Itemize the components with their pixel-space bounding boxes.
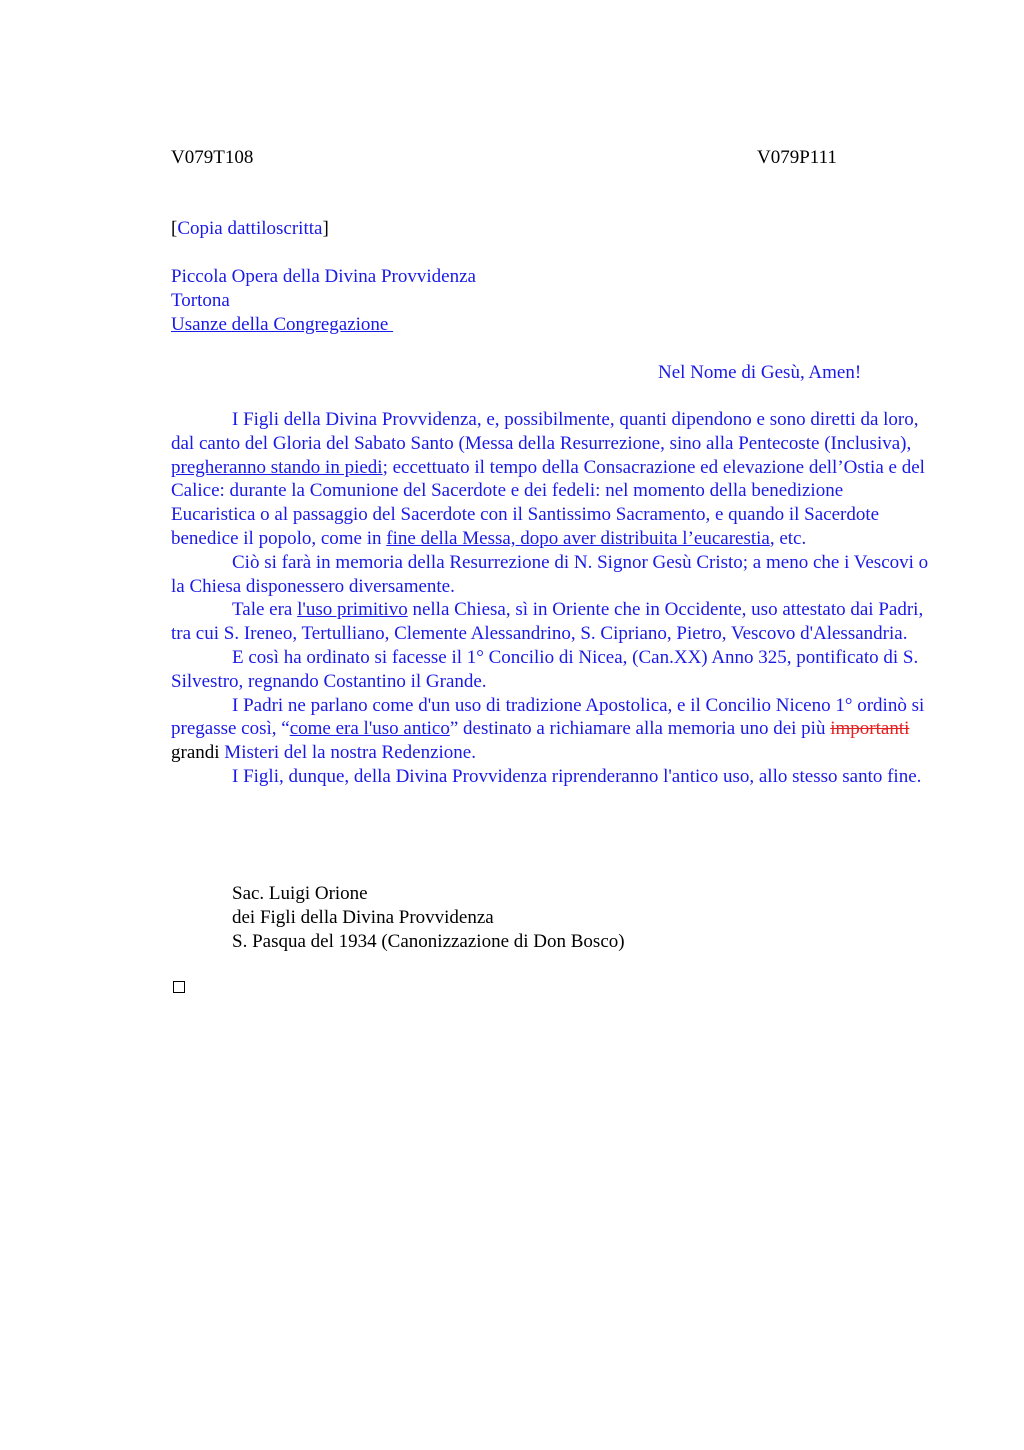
p1-underlined-1: pregheranno stando in piedi	[171, 456, 383, 478]
signature-role: dei Figli della Divina Provvidenza	[232, 906, 494, 928]
signature-date: S. Pasqua del 1934 (Canonizzazione di Don Bosco)	[232, 930, 625, 952]
paragraph-6: I Figli, dunque, della Divina Provvidenza riprenderanno l'antico uso, allo stesso santo fine.	[232, 765, 922, 787]
p5-inserted-word: grandi	[171, 742, 220, 764]
paragraph-3	[171, 598, 931, 646]
invocation: Nel Nome di Gesù, Amen!	[658, 362, 862, 383]
signature-block	[232, 882, 625, 953]
paragraph-5	[171, 694, 931, 765]
document-title: Usanze della Congregazione	[171, 313, 394, 335]
document-code-right: V079P111	[757, 147, 837, 168]
p5-text-a: I Padri ne parlano come d'un uso di tradizione Apostolica, e il Concilio Niceno 1° ordinò si pregasse così, “	[171, 694, 925, 740]
p1-text-a: I Figli della Divina Provvidenza, e, possibilmente, quanti dipendono e sono diretti da loro, dal canto del Gloria del Sabato Santo (Messa della Resurrezione, sino alla Pentecoste (Inclusiva),	[171, 409, 919, 454]
copy-note-close-bracket: ]	[322, 218, 329, 239]
organization-name: Piccola Opera della Divina Provvidenza	[171, 266, 476, 287]
copy-note-open-bracket: [	[171, 218, 178, 239]
paragraph-2: Ciò si farà in memoria della Resurrezione di N. Signor Gesù Cristo; a meno che i Vescovi o la Chiesa disponessero diversamente.	[171, 551, 929, 597]
document-code-left: V079T108	[171, 147, 254, 168]
p5-text-b: ” destinato a richiamare alla memoria uno dei più	[449, 718, 831, 740]
p1-text-c: , etc.	[769, 527, 807, 549]
organization-block	[171, 265, 476, 336]
p5-underlined: come era l'uso antico	[289, 718, 450, 740]
paragraph-4: E così ha ordinato si facesse il 1° Concilio di Nicea, (Can.XX) Anno 325, pontificato di S. Silvestro, regnando Costantino il Grande.	[171, 646, 919, 692]
p1-underlined-2: fine della Messa, dopo aver distribuita l’eucarestia	[386, 527, 770, 549]
copy-note	[171, 217, 329, 241]
p5-text-c: Misteri del la nostra Redenzione.	[219, 742, 476, 764]
p3-underlined: l'uso primitivo	[297, 599, 408, 621]
p3-text-b: nella Chiesa, sì in Oriente che in Occidente, uso attestato dai Padri, tra cui S. Ireneo, Tertulliano, Clemente Alessandrino, S. Cipriano, Pietro, Vescovo d'Alessandria.	[171, 599, 924, 645]
organization-city: Tortona	[171, 289, 230, 311]
paragraph-1	[171, 408, 931, 551]
p1-text-b: ; eccettuato il tempo della Consacrazione ed elevazione dell’Ostia e del Calice: durante la Comunione del Sacerdote e dei fedeli: nel momento della benedizione Eucaristica o al passaggio del Sacerdote con il Santissimo Sacramento, e quando il Sacerdote benedice il popolo, come in	[171, 456, 925, 549]
p5-deleted-word: importanti	[830, 718, 910, 740]
body-text	[171, 408, 931, 789]
copy-note-text: Copia dattiloscritta	[177, 218, 323, 239]
signature-name: Sac. Luigi Orione	[232, 883, 368, 904]
p3-text-a: Tale era	[232, 599, 298, 621]
end-square-icon	[173, 981, 185, 993]
